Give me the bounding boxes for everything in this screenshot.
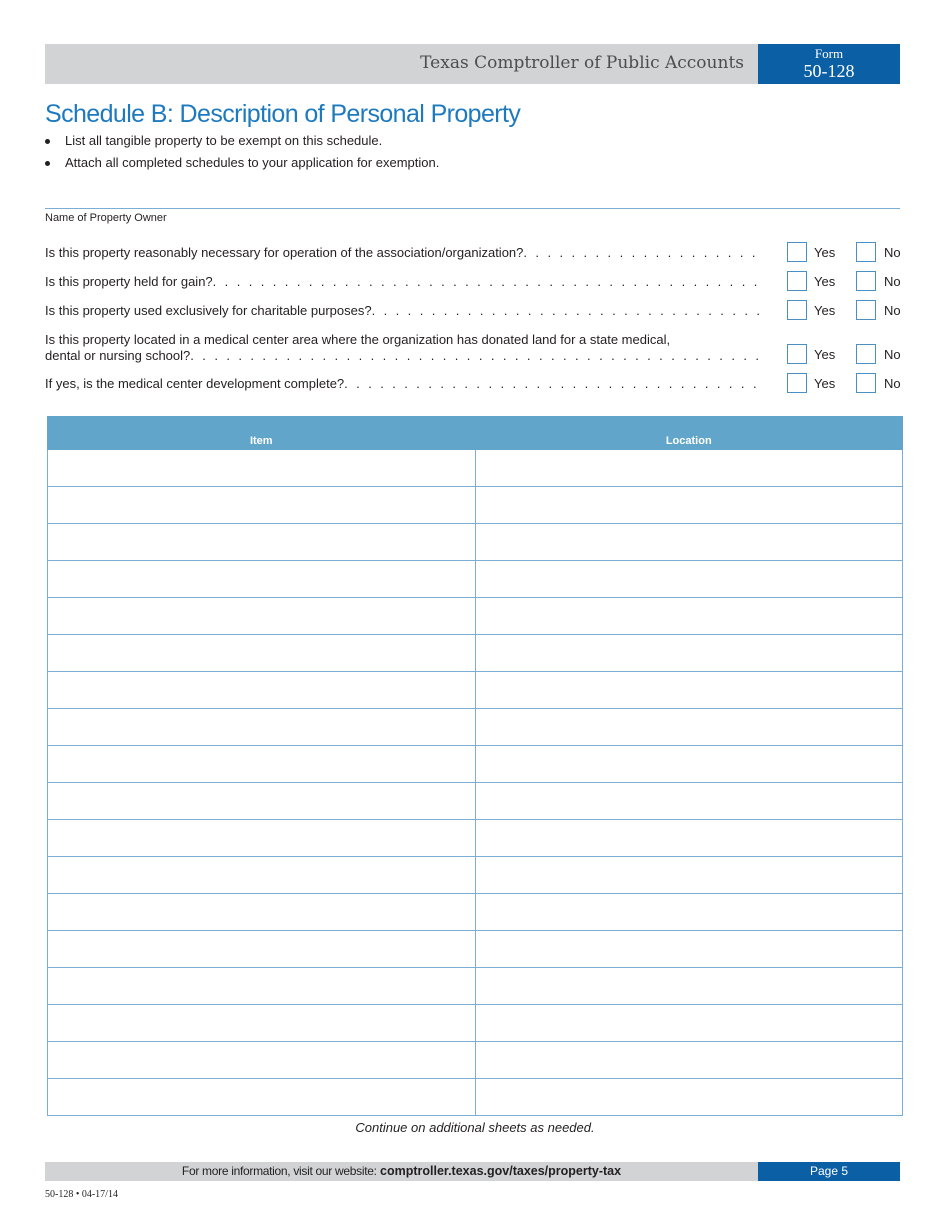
question-operation-necessary — [45, 245, 765, 261]
location-cell[interactable] — [475, 894, 903, 931]
location-cell[interactable] — [475, 931, 903, 968]
table-row — [48, 672, 903, 709]
leader-dots — [190, 348, 765, 364]
item-cell[interactable] — [48, 672, 476, 709]
q5-yes-label: Yes — [814, 376, 836, 391]
location-cell[interactable] — [475, 968, 903, 1005]
footer-url-link[interactable]: comptroller.texas.gov/taxes/property-tax — [380, 1164, 622, 1178]
question-text: If yes, is the medical center development complete? — [45, 376, 345, 391]
question-text: Is this property used exclusively for charitable purposes? — [45, 303, 372, 318]
question-held-for-gain — [45, 274, 765, 290]
q3-yes-checkbox[interactable] — [787, 300, 807, 320]
location-cell[interactable] — [475, 672, 903, 709]
table-row — [48, 487, 903, 524]
table-row — [48, 968, 903, 1005]
header-bar — [45, 44, 758, 84]
table-row — [48, 709, 903, 746]
location-cell[interactable] — [475, 635, 903, 672]
q1-no-checkbox[interactable] — [856, 242, 876, 262]
q2-no-checkbox[interactable] — [856, 271, 876, 291]
q5-yes-checkbox[interactable] — [787, 373, 807, 393]
question-text: Is this property reasonably necessary for operation of the association/organization? — [45, 245, 524, 260]
item-cell[interactable] — [48, 968, 476, 1005]
table-header-row — [48, 417, 903, 450]
item-cell[interactable] — [48, 487, 476, 524]
column-header-location: Location — [475, 417, 903, 450]
table-body — [48, 450, 903, 1116]
owner-name-label: Name of Property Owner — [45, 212, 167, 224]
q4-no-checkbox[interactable] — [856, 344, 876, 364]
table-row — [48, 635, 903, 672]
question-development-complete — [45, 376, 765, 392]
form-label: Form — [814, 46, 844, 61]
question-text-line2: dental or nursing school? — [45, 348, 191, 363]
table-row — [48, 561, 903, 598]
item-cell[interactable] — [48, 709, 476, 746]
location-cell[interactable] — [475, 1079, 903, 1116]
item-cell[interactable] — [48, 931, 476, 968]
form-number: 50-128 — [803, 61, 855, 81]
leader-dots — [523, 245, 765, 261]
q1-no-label: No — [884, 245, 901, 260]
location-cell[interactable] — [475, 783, 903, 820]
item-cell[interactable] — [48, 450, 476, 487]
table-row — [48, 1079, 903, 1116]
item-cell[interactable] — [48, 1042, 476, 1079]
leader-dots — [344, 376, 765, 392]
location-cell[interactable] — [475, 709, 903, 746]
q5-no-checkbox[interactable] — [856, 373, 876, 393]
item-cell[interactable] — [48, 598, 476, 635]
location-cell[interactable] — [475, 1005, 903, 1042]
item-cell[interactable] — [48, 783, 476, 820]
q2-no-label: No — [884, 274, 901, 289]
question-text: Is this property held for gain? — [45, 274, 213, 289]
q3-no-label: No — [884, 303, 901, 318]
item-cell[interactable] — [48, 857, 476, 894]
location-cell[interactable] — [475, 1042, 903, 1079]
owner-name-field[interactable] — [45, 208, 900, 209]
table-row — [48, 894, 903, 931]
table-row — [48, 857, 903, 894]
question-text-line1: Is this property located in a medical center area where the organization has donated land for a state medical, — [45, 332, 671, 347]
location-cell[interactable] — [475, 857, 903, 894]
q4-yes-checkbox[interactable] — [787, 344, 807, 364]
item-cell[interactable] — [48, 820, 476, 857]
table-row — [48, 746, 903, 783]
table-row — [48, 1042, 903, 1079]
footer-info-text: For more information, visit our website: — [181, 1164, 377, 1178]
item-cell[interactable] — [48, 746, 476, 783]
footer-bar — [45, 1162, 758, 1181]
form-number-box — [758, 44, 900, 84]
property-table — [47, 416, 903, 1116]
location-cell[interactable] — [475, 820, 903, 857]
item-cell[interactable] — [48, 1005, 476, 1042]
q3-no-checkbox[interactable] — [856, 300, 876, 320]
q1-yes-label: Yes — [814, 245, 836, 260]
page-title: Schedule B: Description of Personal Property — [45, 100, 521, 128]
instruction-item: List all tangible property to be exempt on this schedule. — [45, 133, 439, 155]
form-revision: 50-128 • 04-17/14 — [45, 1189, 118, 1200]
location-cell[interactable] — [475, 524, 903, 561]
q2-yes-label: Yes — [814, 274, 836, 289]
leader-dots — [372, 303, 765, 319]
location-cell[interactable] — [475, 487, 903, 524]
table-row — [48, 820, 903, 857]
q4-yes-label: Yes — [814, 347, 836, 362]
q2-yes-checkbox[interactable] — [787, 271, 807, 291]
item-cell[interactable] — [48, 635, 476, 672]
table-row — [48, 450, 903, 487]
q1-yes-checkbox[interactable] — [787, 242, 807, 262]
instruction-list — [45, 133, 439, 177]
table-row — [48, 1005, 903, 1042]
item-cell[interactable] — [48, 1079, 476, 1116]
item-cell[interactable] — [48, 894, 476, 931]
location-cell[interactable] — [475, 598, 903, 635]
q5-no-label: No — [884, 376, 901, 391]
table-row — [48, 598, 903, 635]
instruction-item: Attach all completed schedules to your application for exemption. — [45, 155, 439, 177]
location-cell[interactable] — [475, 561, 903, 598]
page-number: Page 5 — [758, 1162, 900, 1181]
question-medical-center-area — [45, 332, 765, 364]
column-header-item: Item — [48, 417, 476, 450]
table-row — [48, 931, 903, 968]
q4-no-label: No — [884, 347, 901, 362]
item-cell[interactable] — [48, 561, 476, 598]
table-row — [48, 524, 903, 561]
agency-name: Texas Comptroller of Public Accounts — [420, 53, 744, 73]
location-cell[interactable] — [475, 450, 903, 487]
leader-dots — [213, 274, 765, 290]
location-cell[interactable] — [475, 746, 903, 783]
q3-yes-label: Yes — [814, 303, 836, 318]
item-cell[interactable] — [48, 524, 476, 561]
table-row — [48, 783, 903, 820]
continue-note: Continue on additional sheets as needed. — [355, 1120, 595, 1135]
question-charitable-purposes — [45, 303, 765, 319]
